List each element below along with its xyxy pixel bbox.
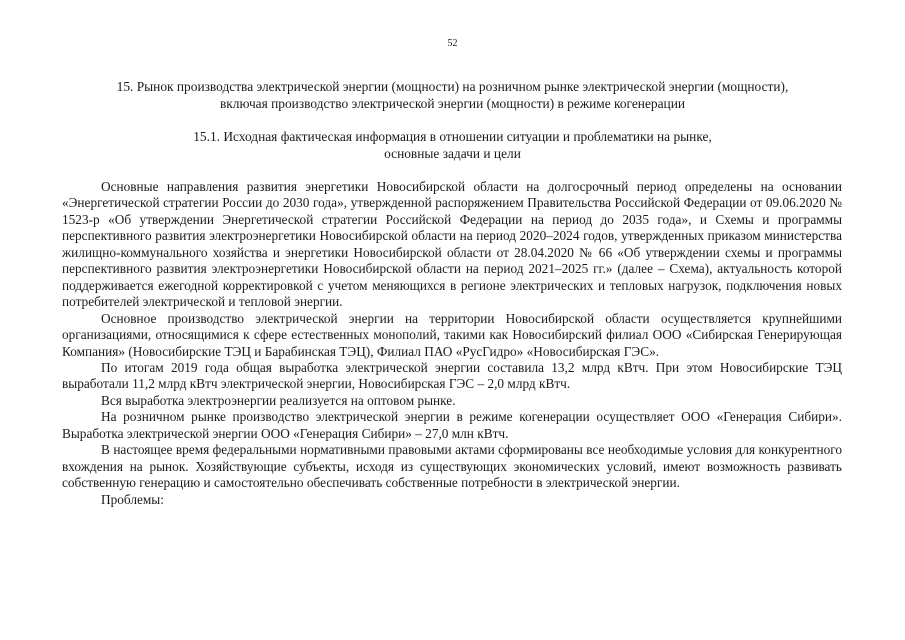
paragraph-strategy: Основные направления развития энергетики Новосибирской области на долгосрочный период определены на основании «Энергетической стратегии России до 2030 года», утвержденной распоряжением Правительства Российской Федерации от 09.06.2020 № 1523-р «Об утверждении Энергетической стратегии Российской Федерации на период до 2035 года», и Схемы и программы перспективного развития электроэнергетики Новосибирской области на период 2020–2024 годов, утвержденных приказом министерства жилищно-коммунального хозяйства и энергетики Новосибирской области от 28.04.2020 № 66 «Об утверждении схемы и программы перспективного развития электроэнергетики Новосибирской области на период 2021–2025 гг.» (далее – Схема), актуальность которой поддерживается ежегодной корректировкой с учетом меняющихся в регионе электрических и тепловых нагрузок, подключения новых потребителей электрической и тепловой энергии. xyxy=(62,179,842,310)
paragraph-2019-output: По итогам 2019 года общая выработка электрической энергии составила 13,2 млрд кВтч. При этом Новосибирские ТЭЦ выработали 11,2 млрд кВтч электрической энергии, Новосибирская ГЭС – 2,0 млрд кВтч. xyxy=(62,359,842,392)
section-heading xyxy=(60,78,845,112)
paragraph-problems: Проблемы: xyxy=(101,491,164,507)
subsection-heading-line-2: основные задачи и цели xyxy=(384,146,521,161)
body-text xyxy=(62,179,842,508)
paragraph-wholesale: Вся выработка электроэнергии реализуется на оптовом рынке. xyxy=(101,392,456,408)
section-heading-line-2: включая производство электрической энергии (мощности) в режиме когенерации xyxy=(219,96,686,111)
paragraph-retail-cogeneration: На розничном рынке производство электрической энергии в режиме когенерации осуществляет ООО «Генерация Сибири». Выработка электрической энергии ООО «Генерация Сибири» – 27,0 млн кВтч. xyxy=(62,409,842,441)
subsection-heading xyxy=(60,128,845,162)
paragraph-main-producers: Основное производство электрической энергии на территории Новосибирской области осуществляется крупнейшими организациями, относящимися к сфере естественных монополий, такими как Новосибирский филиал ООО «Сибирская Генерирующая Компания» (Новосибирские ТЭЦ и Барабинская ТЭЦ), Филиал ПАО «РусГидро» «Новосибирская ГЭС». xyxy=(62,310,842,359)
section-heading-line-1: 15. Рынок производства электрической энергии (мощности) на розничном рынке электрической энергии (мощности), xyxy=(116,79,789,94)
page-number: 52 xyxy=(447,38,458,49)
paragraph-competitive-entry: В настоящее время федеральными нормативными правовыми актами сформированы все необходимые условия для конкурентного вхождения на рынок. Хозяйствующие субъекты, исходя из существующих экономических условий, имеют возможность развивать собственную генерацию и самостоятельно обеспечивать собственные потребности в электрической энергии. xyxy=(62,442,842,491)
subsection-heading-line-1: 15.1. Исходная фактическая информация в отношении ситуации и проблематики на рынке, xyxy=(193,129,712,144)
